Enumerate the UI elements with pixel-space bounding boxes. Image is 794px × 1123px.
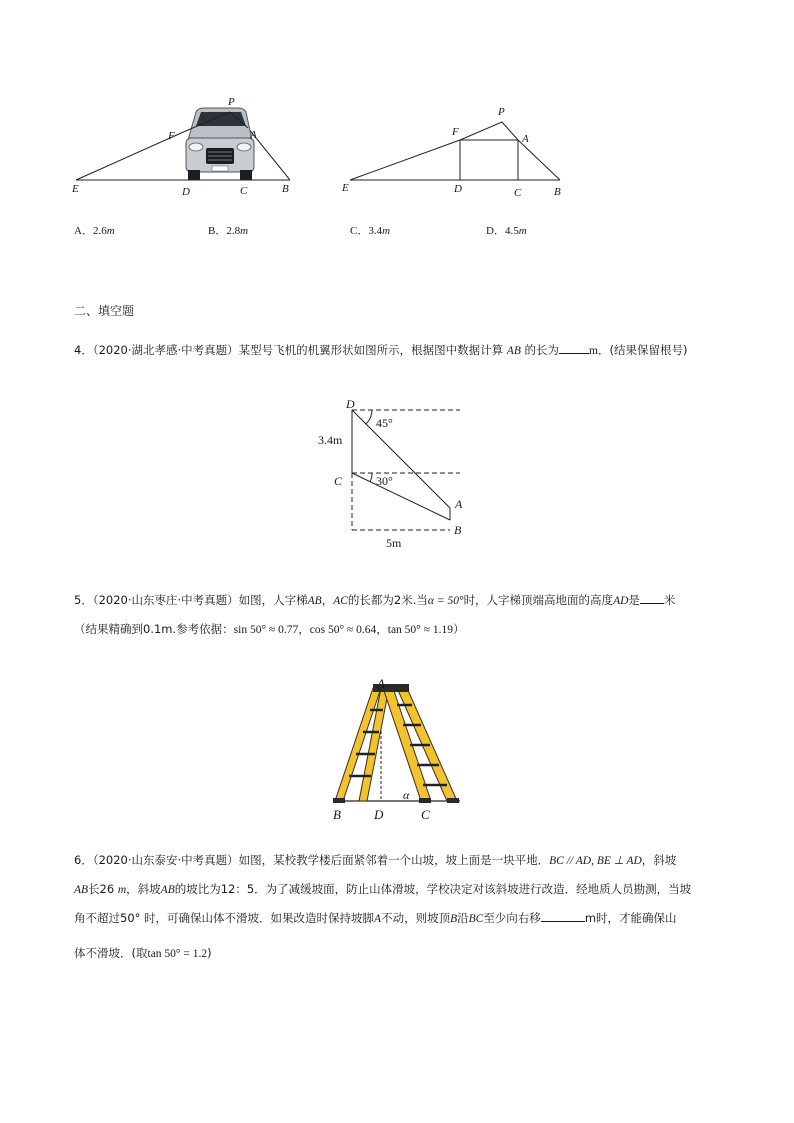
label-B: B xyxy=(282,183,289,195)
figure-wing xyxy=(300,390,480,550)
ladder-right xyxy=(383,688,457,801)
angle-45: 45° xyxy=(376,416,393,430)
label-D: D xyxy=(374,807,384,822)
question-6: 6．（2020·山东泰安·中考真题）如图，某校教学楼后面紧邻着一个山坡，坡上面是一块平地．BC // AD, BE ⊥ AD，斜坡 AB长26 m，斜坡AB的坡比为12：5．为了减缓坡面，防止山体滑坡，学校决定对该斜坡进行改造．经地质人员勘测，当坡 角不超过50° 时，可确保山体不滑坡．如果改造时保持坡脚A不动，则坡顶B沿BC至少向右移 m时，才能确保山 体不滑坡．(取tan 50° = 1.2) xyxy=(74,853,692,960)
label-A: A xyxy=(522,133,529,145)
label-B: B xyxy=(454,523,462,537)
answer-blank-q5[interactable] xyxy=(640,591,664,604)
answer-blank-q4[interactable] xyxy=(559,341,589,354)
label-F: F xyxy=(168,130,175,142)
choice-d: D．4.5m xyxy=(486,225,527,237)
question-4: 4．（2020·湖北孝感·中考真题）某型号飞机的机翼形状如图所示，根据图中数据计算 AB 的长为 m．(结果保留根号) xyxy=(74,343,688,357)
figure-diagram xyxy=(335,100,575,202)
label-B: B xyxy=(554,186,561,198)
label-C: C xyxy=(514,187,522,199)
label-alpha: α xyxy=(403,788,410,802)
choice-c: C．3.4m xyxy=(350,225,391,237)
label-A: A xyxy=(455,497,463,511)
label-B: B xyxy=(333,807,341,822)
height-label: 3.4m xyxy=(318,433,343,447)
label-C: C xyxy=(421,807,430,822)
label-P: P xyxy=(498,106,505,118)
figure-ladder xyxy=(325,670,465,830)
label-F: F xyxy=(452,126,459,138)
rectangle-FACD xyxy=(460,140,518,180)
label-P: P xyxy=(228,96,235,108)
label-A: A xyxy=(377,676,385,691)
choice-b: B．2.8m xyxy=(208,225,249,237)
ladder-left xyxy=(335,688,389,801)
label-C: C xyxy=(240,185,248,197)
answer-blank-q6[interactable] xyxy=(541,909,585,922)
choice-a: A．2.6m xyxy=(74,225,115,237)
section-title: 二、填空题 xyxy=(74,304,135,318)
label-E: E xyxy=(342,182,349,194)
label-E: E xyxy=(72,183,79,195)
question-5: 5．（2020·山东枣庄·中考真题）如图，人字梯AB，AC的长都为2米.当α = 50°时，人字梯顶端高地面的高度AD是 米 （结果精确到0.1m.参考依据：sin 50° ≈ 0.77，cos 50° ≈ 0.64，tan 50° ≈ 1.19） xyxy=(74,593,676,636)
width-label: 5m xyxy=(386,536,402,550)
figure-car xyxy=(60,90,310,202)
label-D: D xyxy=(182,186,190,198)
label-D: D xyxy=(454,183,462,195)
label-A: A xyxy=(250,129,257,141)
label-D: D xyxy=(346,397,355,411)
label-C: C xyxy=(334,474,343,488)
car-image xyxy=(186,108,254,180)
angle-30: 30° xyxy=(376,474,393,488)
